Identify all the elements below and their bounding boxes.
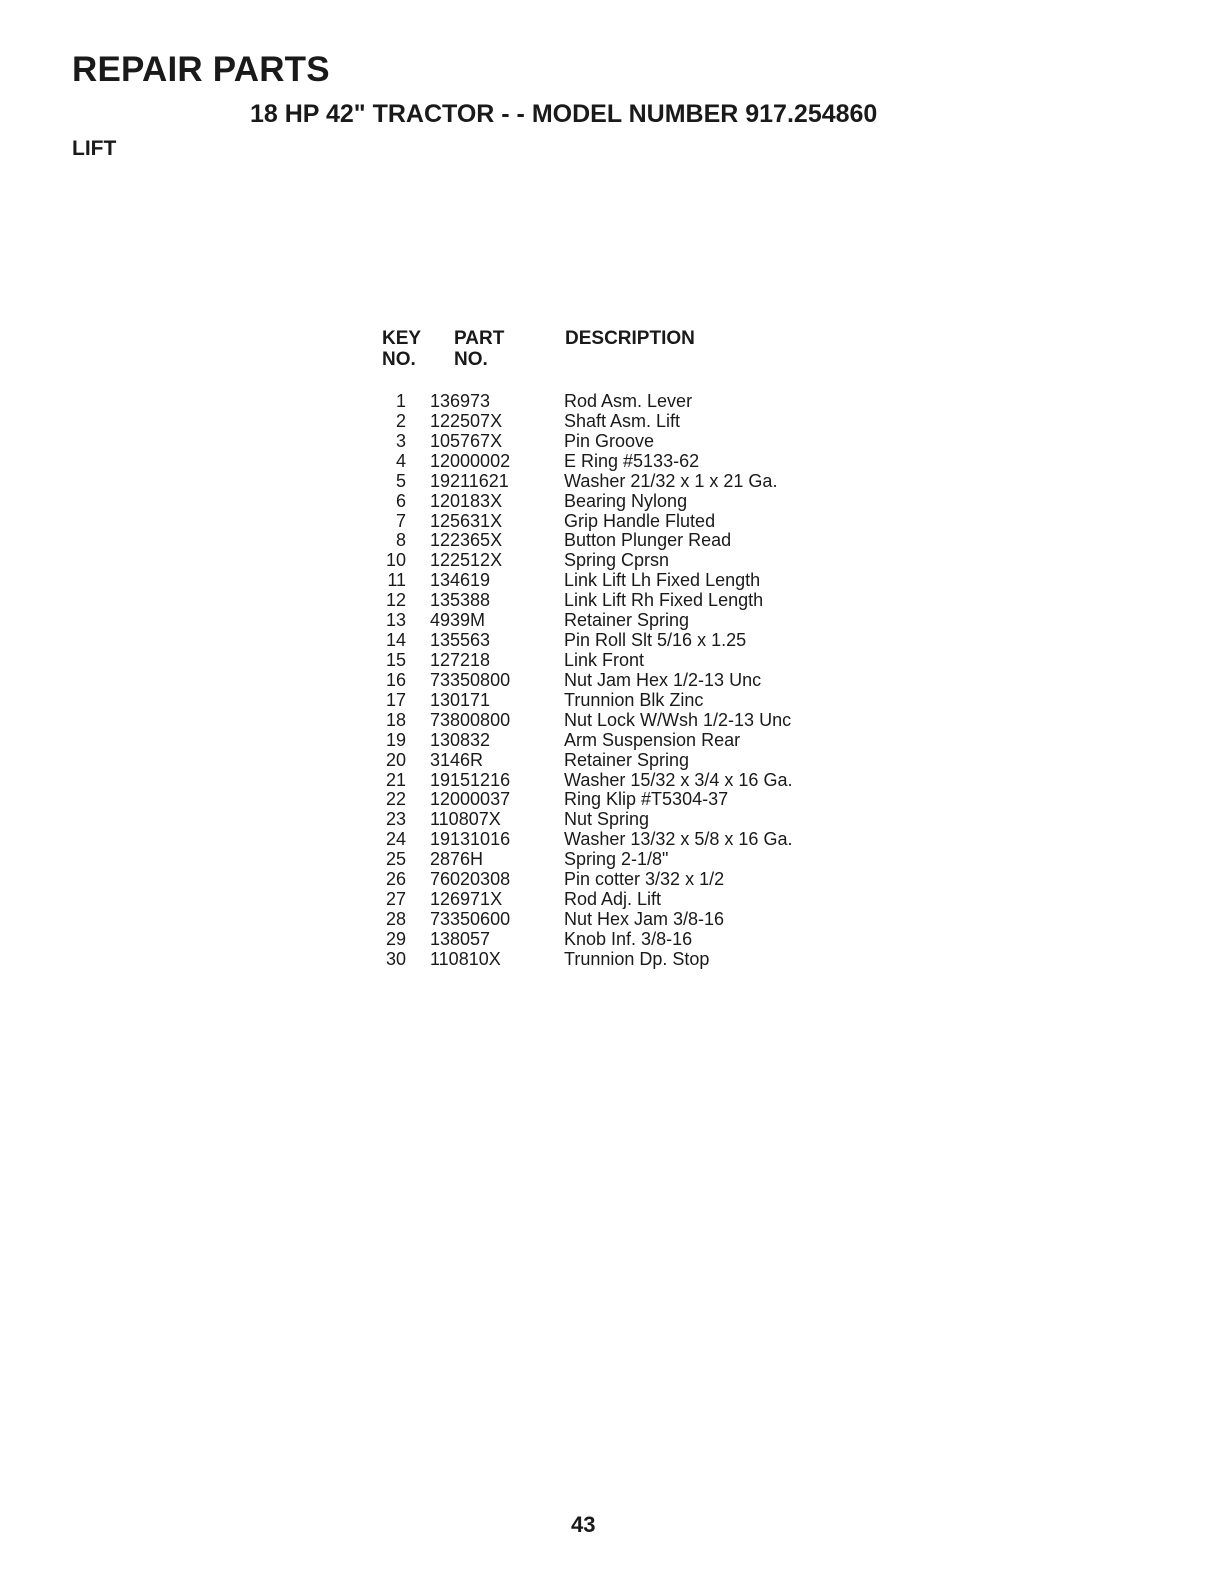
- part-number: 73350600: [430, 908, 511, 929]
- key-number: 20: [385, 749, 406, 770]
- part-description: Retainer Spring: [564, 610, 690, 631]
- table-row: [376, 392, 836, 412]
- part-description: Spring Cprsn: [564, 550, 670, 571]
- key-number: 18: [385, 709, 406, 730]
- part-number: 130171: [430, 689, 491, 710]
- part-number: 73800800: [430, 709, 511, 730]
- key-number: 17: [385, 689, 406, 710]
- table-row: [376, 611, 836, 631]
- key-number: 16: [385, 669, 406, 690]
- part-description: Washer 15/32 x 3/4 x 16 Ga.: [564, 769, 793, 790]
- table-row: [376, 731, 836, 751]
- key-number: 24: [385, 829, 406, 850]
- part-description: Pin Roll Slt 5/16 x 1.25: [564, 630, 747, 651]
- part-number: 110807X: [430, 809, 501, 830]
- part-number: 19151216: [430, 769, 511, 790]
- part-number: 120183X: [430, 490, 503, 511]
- key-number: 7: [395, 510, 406, 531]
- part-number: 4939M: [430, 610, 486, 631]
- table-row: [376, 850, 836, 870]
- key-number: 8: [395, 530, 406, 551]
- key-header-line1: KEY: [382, 328, 422, 349]
- key-number: 4: [395, 450, 406, 471]
- table-row: [376, 890, 836, 910]
- part-number: 127218: [430, 649, 491, 670]
- part-number: 134619: [430, 570, 491, 591]
- key-number: 29: [385, 928, 406, 949]
- part-number: 19211621: [430, 470, 509, 491]
- key-header-line2: NO.: [382, 349, 416, 370]
- part-description: Trunnion Blk Zinc: [564, 689, 704, 710]
- key-number: 21: [385, 769, 406, 790]
- part-number: 122512X: [430, 550, 503, 571]
- part-number: 76020308: [430, 869, 511, 890]
- section-title: LIFT: [72, 137, 117, 160]
- table-row: [376, 531, 836, 551]
- table-row: [376, 691, 836, 711]
- key-no-header: [382, 328, 421, 370]
- table-row: [376, 492, 836, 512]
- table-row: [376, 512, 836, 532]
- part-description: Link Front: [564, 649, 645, 670]
- table-row: [376, 472, 836, 492]
- key-number: 25: [385, 849, 406, 870]
- table-row: [376, 651, 836, 671]
- part-description: Pin cotter 3/32 x 1/2: [564, 869, 725, 890]
- key-number: 22: [385, 789, 406, 810]
- part-description: E Ring #5133-62: [564, 450, 700, 471]
- part-description: Nut Spring: [564, 809, 650, 830]
- key-number: 30: [385, 948, 406, 969]
- table-row: [376, 950, 836, 970]
- part-description: Knob Inf. 3/8-16: [564, 928, 693, 949]
- part-number: 125631X: [430, 510, 503, 531]
- part-number: 126971X: [430, 889, 503, 910]
- page-number: 43: [571, 1512, 596, 1537]
- key-number: 13: [385, 610, 406, 631]
- part-number: 135563: [430, 630, 491, 651]
- part-number: 12000037: [430, 789, 511, 810]
- part-description: Shaft Asm. Lift: [564, 410, 681, 431]
- key-number: 23: [385, 809, 406, 830]
- table-row: [376, 711, 836, 731]
- part-number: 130832: [430, 729, 491, 750]
- part-description: Rod Adj. Lift: [564, 889, 662, 910]
- table-row: [376, 551, 836, 571]
- part-number: 122507X: [430, 410, 503, 431]
- description-header: DESCRIPTION: [565, 328, 695, 349]
- part-description: Washer 21/32 x 1 x 21 Ga.: [564, 470, 778, 491]
- part-number: 122365X: [430, 530, 503, 551]
- part-description: Link Lift Lh Fixed Length: [564, 570, 761, 591]
- key-number: 27: [385, 889, 406, 910]
- key-number: 26: [385, 869, 406, 890]
- model-subtitle: 18 HP 42" TRACTOR - - MODEL NUMBER 917.254860: [250, 100, 878, 128]
- part-description: Washer 13/32 x 5/8 x 16 Ga.: [564, 829, 793, 850]
- key-number: 12: [385, 590, 406, 611]
- part-description: Button Plunger Read: [564, 530, 732, 551]
- parts-list: [376, 392, 836, 970]
- part-number: 12000002: [430, 450, 511, 471]
- part-description: Bearing Nylong: [564, 490, 688, 511]
- part-number: 19131016: [430, 829, 511, 850]
- table-row: [376, 910, 836, 930]
- part-number: 105767X: [430, 430, 503, 451]
- table-row: [376, 810, 836, 830]
- part-number: 136973: [430, 391, 491, 411]
- key-number: 14: [385, 630, 406, 651]
- part-number: 73350800: [430, 669, 511, 690]
- key-number: 19: [385, 729, 406, 750]
- part-description: Nut Jam Hex 1/2-13 Unc: [564, 669, 762, 690]
- part-description: Grip Handle Fluted: [564, 510, 716, 531]
- table-row: [376, 571, 836, 591]
- part-description: Nut Lock W/Wsh 1/2-13 Unc: [564, 709, 792, 730]
- part-description: Nut Hex Jam 3/8-16: [564, 908, 725, 929]
- table-row: [376, 870, 836, 890]
- part-number: 2876H: [430, 849, 484, 870]
- part-description: Link Lift Rh Fixed Length: [564, 590, 764, 611]
- part-number: 110810X: [430, 948, 501, 969]
- key-number: 6: [395, 490, 406, 511]
- table-row: [376, 930, 836, 950]
- key-number: 1: [395, 391, 406, 411]
- key-number: 28: [385, 908, 406, 929]
- table-row: [376, 790, 836, 810]
- key-number: 3: [395, 430, 406, 451]
- part-number: 135388: [430, 590, 491, 611]
- part-description: Spring 2-1/8": [564, 849, 669, 870]
- table-row: [376, 432, 836, 452]
- part-description: Pin Groove: [564, 430, 655, 451]
- part-description: Retainer Spring: [564, 749, 690, 770]
- part-number: 138057: [430, 928, 491, 949]
- key-number: 2: [395, 410, 406, 431]
- part-description: Trunnion Dp. Stop: [564, 948, 710, 969]
- part-no-header: [454, 328, 504, 370]
- part-header-line1: PART: [454, 328, 505, 349]
- key-number: 11: [387, 570, 406, 591]
- table-row: [376, 452, 836, 472]
- key-number: 5: [395, 470, 406, 491]
- part-number: 3146R: [430, 749, 484, 770]
- part-description: Arm Suspension Rear: [564, 729, 741, 750]
- part-description: Ring Klip #T5304-37: [564, 789, 729, 810]
- key-number: 10: [385, 550, 406, 571]
- table-row: [376, 591, 836, 611]
- table-row: [376, 830, 836, 850]
- table-row: [376, 412, 836, 432]
- table-row: [376, 631, 836, 651]
- part-header-line2: NO.: [454, 349, 488, 370]
- table-row: [376, 751, 836, 771]
- page-title: REPAIR PARTS: [72, 50, 330, 89]
- table-row: [376, 671, 836, 691]
- part-description: Rod Asm. Lever: [564, 391, 693, 411]
- key-number: 15: [385, 649, 406, 670]
- table-row: [376, 771, 836, 791]
